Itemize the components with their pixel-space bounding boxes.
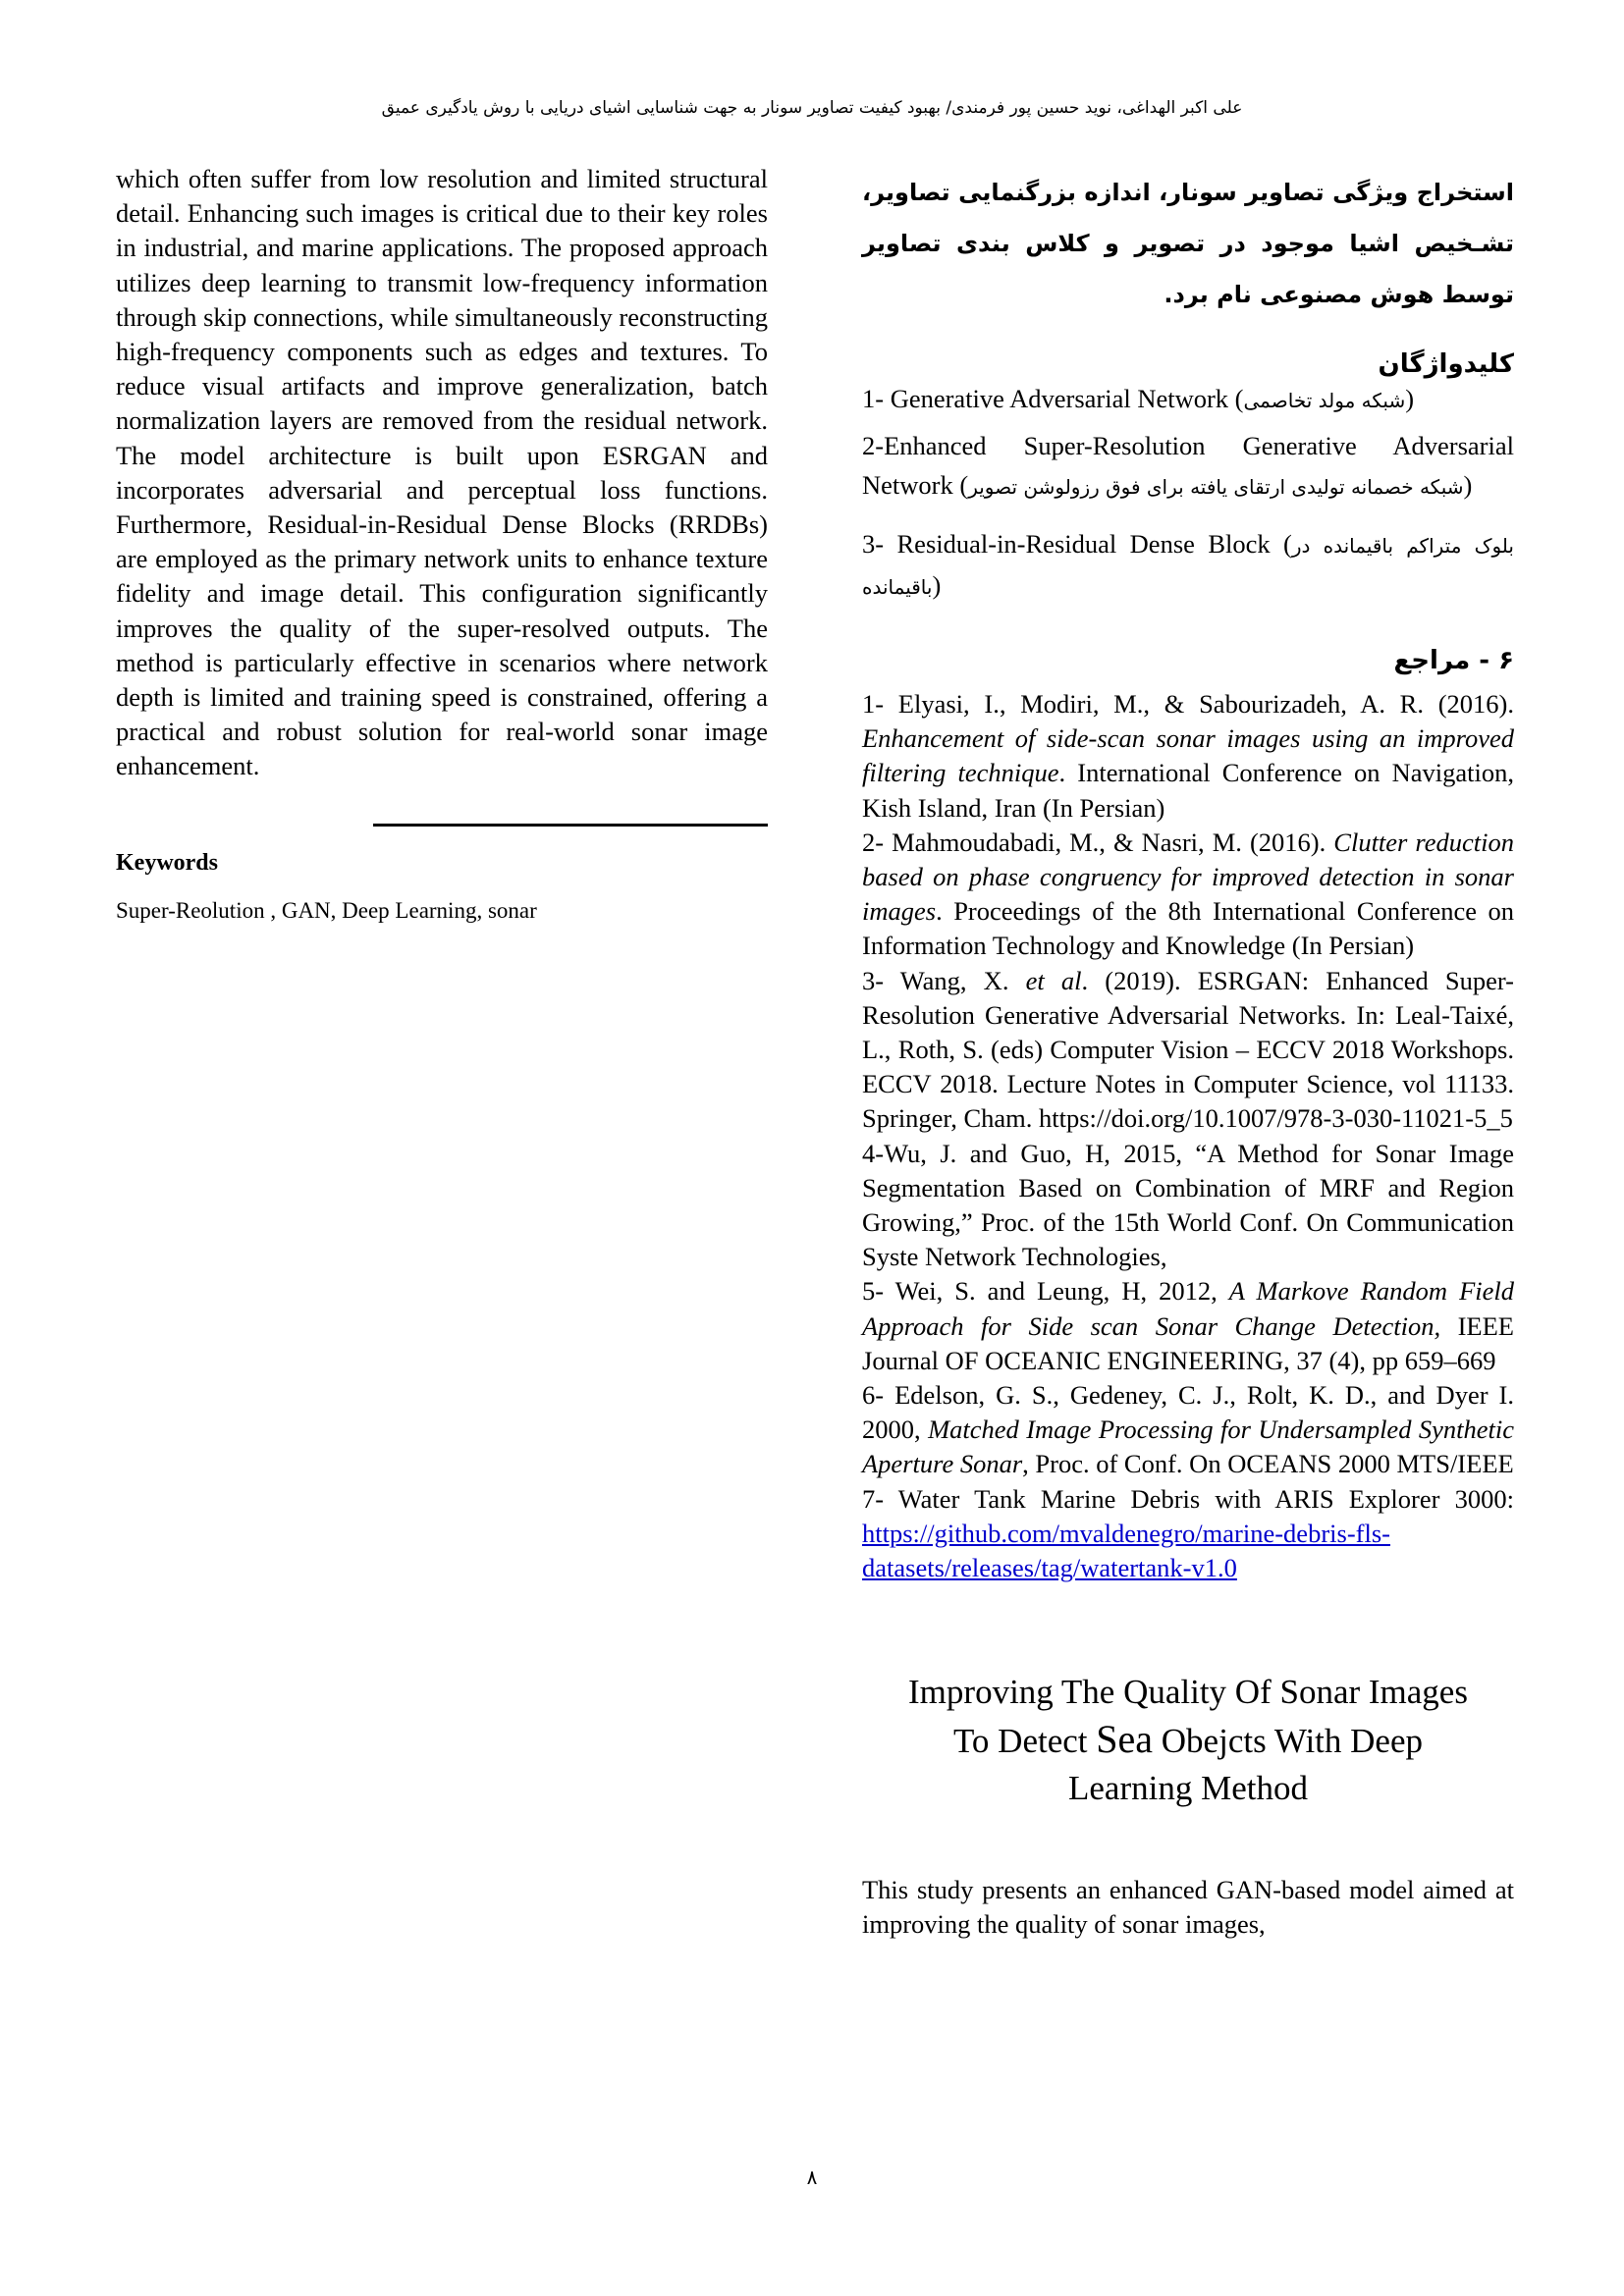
keywords-title: Keywords xyxy=(116,849,218,876)
persian-paragraph: استخراج ویژگی تصاویر سونار، اندازه بزرگنمایی تصاویر، تشـخیص اشیا موجود در تصویر و کلاس بندی تصاویر توسط هوش مصنوعی نام برد. xyxy=(862,179,1514,308)
reference-item: 2- Mahmoudabadi, M., & Nasri, M. (2016). Clutter reduction based on phase congruency for improved detection in sonar images. Proceedings of the 8th International Conference on Information Technology and Knowledge (In Persian) xyxy=(862,827,1514,961)
keywords-list: Super-Reolution , GAN, Deep Learning, sonar xyxy=(116,897,537,923)
page-number: ۸ xyxy=(806,2165,818,2189)
reference-item: 6- Edelson, G. S., Gedeney, C. J., Rolt, K. D., and Dyer I. 2000, Matched Image Processing for Undersampled Synthetic Aperture Sonar, Proc. of Conf. On OCEANS 2000 MTS/IEEE xyxy=(862,1380,1514,1479)
keyword-fa-item: 2-Enhanced Super-Resolution Generative Adversarial Network (شبکه خصمانه تولیدی ارتقای یافته برای فوق رزولوشن تصویر) xyxy=(862,431,1514,500)
reference-item: 4-Wu, J. and Guo, H, 2015, “A Method for Sonar Image Segmentation Based on Combination of MRF and Region Growing,” Proc. of the 15th World Conf. On Communication Syste Network Technologies, xyxy=(862,1138,1514,1272)
reference-item: 1- Elyasi, I., Modiri, M., & Sabourizadeh, A. R. (2016). Enhancement of side-scan sonar images using an improved filtering technique. International Conference on Navigation, Kish Island, Iran (In Persian) xyxy=(862,689,1514,823)
right-column xyxy=(862,167,1514,1943)
reference-item: 7- Water Tank Marine Debris with ARIS Explorer 3000: https://github.com/mvaldenegro/marine-debris-fls-datasets/releases/tag/watertank-v1.0 xyxy=(862,1483,1514,1583)
keyword-fa: شبکه مولد تخاصمی xyxy=(1243,389,1406,412)
keyword-fa-item: 1- Generative Adversarial Network (شبکه مولد تخاصمی) xyxy=(862,384,1415,413)
keywords-heading-fa: کلیدواژگان xyxy=(1378,349,1514,379)
english-abstract-continuation: which often suffer from low resolution and limited structural detail. Enhancing such images is critical due to their key roles in industrial, and marine applications. The proposed approach utilizes deep learning to transmit low-frequency information through skip connections, while simultaneously reconstructing high-frequency components such as edges and textures. To reduce visual artifacts and improve generalization, batch normalization layers are removed from the residual network. The model architecture is built upon ESRGAN and incorporates adversarial and perceptual loss functions. Furthermore, Residual-in-Residual Dense Blocks (RRDBs) are employed as the primary network units to enhance texture fidelity and image detail. This configuration significantly improves the quality of the super-resolved outputs. The method is particularly effective in scenarios where network depth is limited and training speed is constrained, offering a practical and robust solution for real-world sonar image enhancement. xyxy=(116,164,768,781)
reference-item: 3- Wang, X. et al. (2019). ESRGAN: Enhanced Super-Resolution Generative Adversarial Networks. In: Leal-Taixé, L., Roth, S. (eds) Computer Vision – ECCV 2018 Workshops. ECCV 2018. Lecture Notes in Computer Science, vol 11133. Springer, Cham. https://doi.org/10.1007/978-3-030-11021-5_5 xyxy=(862,965,1514,1134)
references-heading: ۶ - مراجع xyxy=(1393,646,1514,675)
keyword-en: 2-Enhanced Super-Resolution Generative Adversarial Network ( xyxy=(862,431,1514,500)
left-column xyxy=(116,162,768,924)
dataset-link[interactable]: https://github.com/mvaldenegro/marine-debris-fls-datasets/releases/tag/watertank-v1.0 xyxy=(862,1518,1390,1583)
running-header: علی اکبر الهداغی، نوید حسین پور فرمندی/ بهبود کیفیت تصاویر سونار به جهت شناسایی اشیای دریایی با روش یادگیری عمیق xyxy=(381,98,1243,118)
keyword-fa: بلوک متراکم باقیمانده در باقیمانده xyxy=(862,534,1514,599)
references-list xyxy=(862,687,1514,1585)
english-title: Improving The Quality Of Sonar Images To Detect Sea Obejcts With Deep Learning Method xyxy=(908,1673,1468,1808)
keyword-fa: شبکه خصمانه تولیدی ارتقای یافته برای فوق رزولوشن تصویر xyxy=(968,475,1464,499)
english-abstract-start: This study presents an enhanced GAN-based model aimed at improving the quality of sonar images, xyxy=(862,1875,1514,1940)
separator-line xyxy=(373,824,768,827)
keyword-fa-item: 3- Residual-in-Residual Dense Block (بلوک متراکم باقیمانده در باقیمانده) xyxy=(862,529,1514,600)
keyword-en: 3- Residual-in-Residual Dense Block ( xyxy=(862,529,1292,559)
keyword-en: 1- Generative Adversarial Network ( xyxy=(862,384,1244,413)
reference-item: 5- Wei, S. and Leung, H, 2012, A Markove Random Field Approach for Side scan Sonar Change Detection, IEEE Journal OF OCEANIC ENGINEERING, 37 (4), pp 659–669 xyxy=(862,1276,1514,1375)
